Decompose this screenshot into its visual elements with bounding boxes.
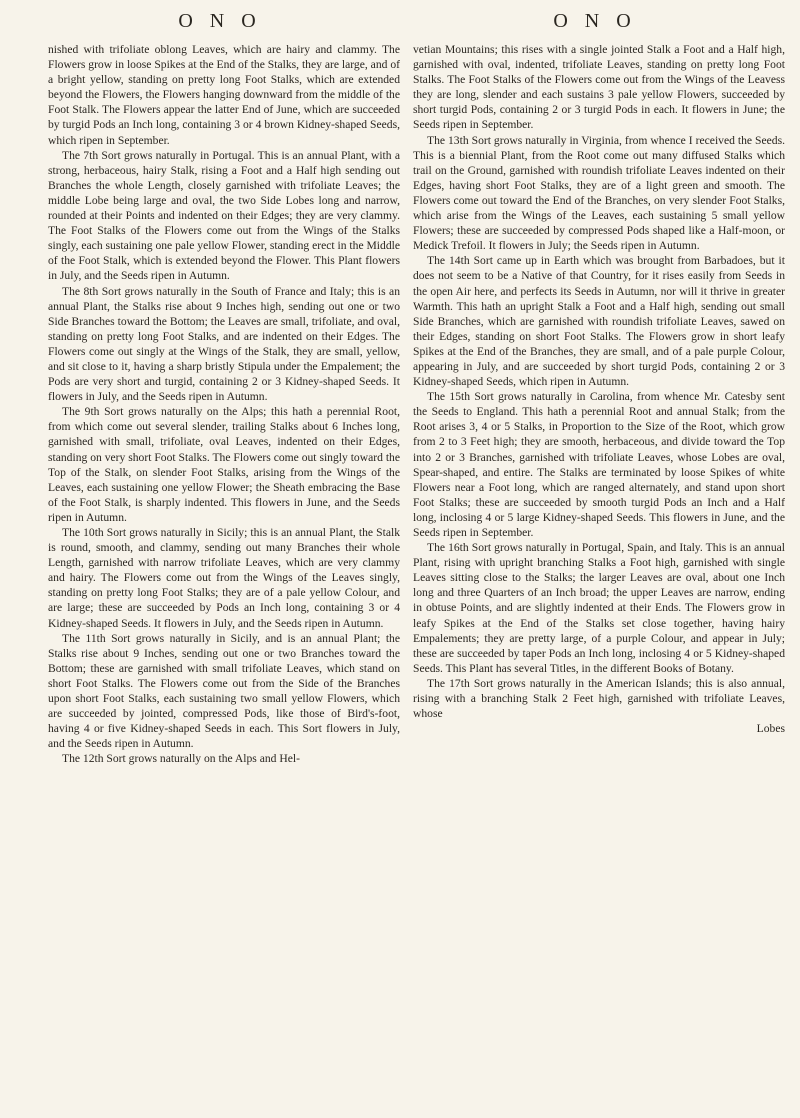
paragraph: The 15th Sort grows naturally in Carolina, from whence Mr. Catesby sent the Seeds to England. This hath a perennial Root and annual Stalk; from the Root arises 3, 4 or 5 Stalks, in Proportion to the Size of the Root, which grow from 2 to 3 Feet high; they are smooth, herbaceous, and divide toward the Top into 2 or 3 Branches, garnished with trifoliate Leaves, whose Lobes are oval, Spear-shaped, and entire. The Stalks are terminated by loose Spikes of white Flowers near a Foot long, which are ranged alternately, and stand upon short Foot Stalks; these are succeeded by smooth turgid Pods an Inch and a Half long, inclosing 4 or 5 large Kidney-shaped Seeds. This flowers in June, and the Seeds ripen in September.: [413, 390, 785, 539]
paragraph: The 14th Sort came up in Earth which was brought from Barbadoes, but it does not seem to be a Native of that Country, for it rises easily from Seeds in the open Air here, and perfects its Seeds in Autumn, nor will it thrive in greater Warmth. This hath an upright Stalk a Foot and a Half high, sending out small Side Branches, which are garnished with roundish trifoliate Leaves, sawed on their Edges, standing on short Foot Stalks. The Flowers grow in short leafy Spikes at the End of the Branches, they are small, and of a pale purple Colour, appearing in July, and are succeeded by short turgid Pods, containing 2 or 3 Kidney-shaped Seeds, which ripen in Autumn.: [413, 254, 785, 389]
paragraph: The 9th Sort grows naturally on the Alps; this hath a perennial Root, from which come out several slender, trailing Stalks about 6 Inches long, garnished with small, trifoliate, oval Leaves, indented on their Edges, standing on very short Foot Stalks. The Flowers come out singly toward the Top of the Stalk, on slender Foot Stalks, arising from the Wings of the Leaves, each sustaining one yellow Flower; the Sheath embracing the Base of the Foot Stalk, is sharply indented. This flowers in June, and the Seeds ripen in Autumn.: [48, 405, 400, 524]
paragraph: The 10th Sort grows naturally in Sicily; this is an annual Plant, the Stalk is round, smooth, and clammy, sending out many Branches their whole Length, garnished with narrow trifoliate Leaves, which are very clammy and hairy. The Flowers come out from the Wings of the Leaves singly, standing on pretty long Foot Stalks; they are of a pale yellow Colour, and are large; these are succeeded by Pods an Inch long, containing 3 or 4 Kidney-shaped Seeds. It flowers in July, and the Seeds ripen in Autumn.: [48, 526, 400, 630]
left-column: [48, 42, 400, 1112]
paragraph: The 7th Sort grows naturally in Portugal. This is an annual Plant, with a strong, herbaceous, hairy Stalk, rising a Foot and a Half high sending out Branches the whole Length, closely garnished with trifoliate Leaves; the middle Lobe being large and oval, the two Side Lobes long and narrow, rounded at their Points and indented on their Edges; they are very clammy. The Foot Stalks of the Flowers come out from the Wings of the Stalks singly, each sustaining one pale yellow Flower, standing erect in the Middle of the Foot Stalk, which is extended beyond the Flower. This Plant flowers in July, and the Seeds ripen in Autumn.: [48, 148, 400, 283]
catchword: Lobes: [756, 722, 785, 736]
paragraph: The 17th Sort grows naturally in the American Islands; this is also annual, rising with a branching Stalk 2 Feet high, garnished with trifoliate Leaves, whose: [413, 676, 785, 721]
paragraph: The 8th Sort grows naturally in the South of France and Italy; this is an annual Plant, the Stalks rise about 9 Inches high, sending out one or two Side Branches toward the Bottom; the Leaves are small, trifoliate, and oval, standing on pretty long Foot Stalks, and are indented on their Edges. The Flowers come out singly at the Wings of the Stalk, they are small, yellow, and sit close to it, having a sharp bristly Stipula under the Empalement; the Pods are very short and turgid, containing 2 or 3 Kidney-shaped Seeds. It flowers in July, and the Seeds ripen in Autumn.: [48, 284, 400, 404]
right-column: [413, 42, 785, 1112]
paragraph: The 12th Sort grows naturally on the Alps and Hel-: [62, 752, 300, 766]
running-head-left: O N O: [178, 10, 262, 32]
paragraph: The 13th Sort grows naturally in Virginia, from whence I received the Seeds. This is a biennial Plant, from the Root come out many diffused Stalks which trail on the Ground, garnished with roundish trifoliate Leaves indented on their Edges, having short Foot Stalks, they are of a light green and smooth. The Flowers come out toward the End of the Branches, on very slender Foot Stalks, which arise from the Wings of the Leaves, each sustaining 5 small yellow Flowers; these are succeeded by compressed Pods shaped like a Half-moon, or Medick Trefoil. It flowers in July; the Seeds ripen in Autumn.: [413, 133, 785, 253]
running-head-right: O N O: [553, 10, 637, 32]
paragraph: vetian Mountains; this rises with a single jointed Stalk a Foot and a Half high, garnished with oval, indented, trifoliate Leaves, standing on pretty long Foot Stalks. The Foot Stalks of the Flowers come out from the Wings of the Leavess they are long, slender and each sustains 3 pale yellow Flowers, succeeded by short turgid Pods, containing 2 or 3 turgid Pods in each. It flowers in June; the Seeds ripen in September.: [413, 43, 785, 132]
paragraph: nished with trifoliate oblong Leaves, which are hairy and clammy. The Flowers grow in loose Spikes at the End of the Stalks, they are large, and of a bright yellow, standing on pretty long Foot Stalks, which are extended beyond the Flowers, the Flowers hanging downward from the middle of the Foot Stalk. The Flowers appear the latter End of June, which are succeeded by turgid Pods an Inch long, containing 3 or 4 brown Kidney-shaped Seeds, which ripen in September.: [48, 43, 400, 147]
paragraph: The 16th Sort grows naturally in Portugal, Spain, and Italy. This is an annual Plant, rising with upright branching Stalks a Foot high, garnished with single Leaves sitting close to the Stalks; the larger Leaves are oval, about one Inch long and three Quarters of an Inch broad; the upper Leaves are narrow, ending in obtuse Points, and are slightly indented at their Ends. The Flowers grow in leafy Spikes at the End of the Stalks set close together, having hairy Empalements; they are pretty large, of a purple Colour, and appear in July; these are succeeded by taper Pods an Inch long, inclosing 4 or 5 Kidney-shaped Seeds. This Plant has several Titles, in the different Books of Botany.: [413, 541, 785, 675]
paragraph: The 11th Sort grows naturally in Sicily, and is an annual Plant; the Stalks rise about 9 Inches, sending out one or two Branches toward the Bottom; these are garnished with small trifoliate Leaves, which stand on short Foot Stalks. The Flowers come out from the Side of the Branches upon short Foot Stalks, each sustaining two small yellow Flowers, which are succeeded by jointed, compressed Pods, like those of Bird's-foot, having 4 or five Kidney-shaped Seeds in each. This Sort flowers in July, and the Seeds ripen in Autumn.: [48, 631, 400, 751]
